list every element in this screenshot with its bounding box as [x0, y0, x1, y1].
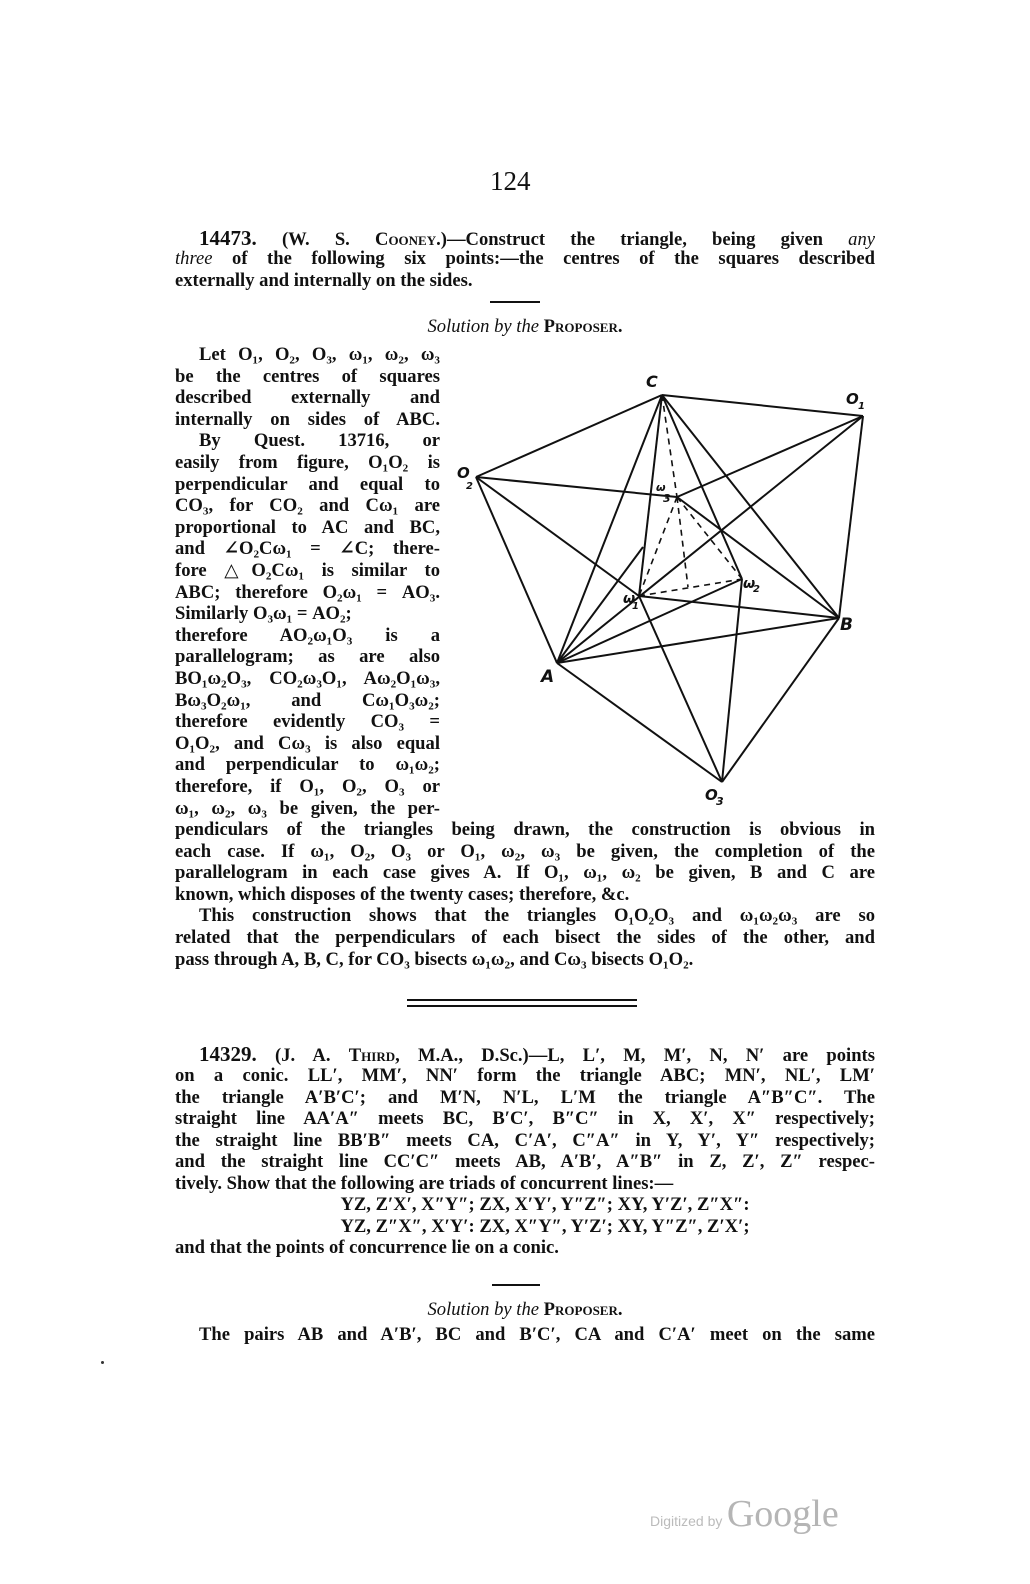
double-divider-top [407, 999, 637, 1001]
emphasis: three [175, 248, 213, 269]
author-open: (W. S. [281, 229, 376, 250]
scan-speck [101, 1361, 104, 1364]
solution-line: This construction shows that the triangles O₁O₂O₃ and ω₁ω₂ω₃ are so [199, 905, 875, 927]
solution-label: Solution by the [427, 316, 540, 337]
solution-line: internally on sides of ABC. [175, 408, 440, 430]
problem-text: , M.A., D.Sc.)—L, L′, M, M′, N, N′ are points [395, 1045, 875, 1066]
label-w3-sub: 3 [663, 492, 671, 505]
triad-line: YZ, Z″X″, X′Y′: ZX, X″Y″, Y′Z′; XY, Y″Z″, Z′X′; [340, 1216, 750, 1237]
solution-line: be the centres of squares [175, 365, 440, 387]
author-name: Third [348, 1045, 396, 1066]
line-O2-w1 [476, 477, 639, 596]
solution-line: proportional to AC and BC, [175, 516, 440, 538]
label-w2: ω [743, 576, 756, 592]
solution-line: therefore AO₂ω₁O₃ is a [175, 624, 440, 646]
label-w1: ω [623, 591, 636, 607]
problem-line: the straight line BB′B″ meets CA, C′A′, C″A″ in Y, Y′, Y″ respectively; [175, 1129, 875, 1151]
solution-line: and perpendicular to ω₁ω₂; [175, 754, 440, 776]
label-O2-sub: 2 [466, 481, 473, 492]
problem-line: and that the points of concurrence lie on a conic. [175, 1237, 559, 1258]
problem-14329-header [175, 1043, 875, 1065]
google-logo: Google [726, 1493, 839, 1535]
problem-text: .)—Construct the triangle, being given [436, 229, 849, 250]
solution-line: Similarly O₃ω₁ = AO₂; [175, 603, 352, 625]
solution-line: parallelogram; as are also [175, 646, 440, 668]
solution-line: CO₃, for CO₂ and Cω₁ are [175, 495, 440, 517]
solution-line: related that the perpendiculars of each bisect the sides of the other, and [175, 927, 875, 948]
triad-line: YZ, Z′X′, X″Y″; ZX, X′Y′, Y″Z″; XY, Y′Z′, Z″X″: [340, 1194, 750, 1215]
solution-line: The pairs AB and A′B′, BC and B′C′, CA and C′A′ meet on the same [199, 1324, 875, 1345]
line-O1-B [839, 416, 863, 618]
solution-line: pass through A, B, C, for CO₃ bisects ω₁ω₂, and Cω₃ bisects O₁O₂. [175, 948, 694, 970]
dashed-w1-w2 [639, 579, 742, 596]
label-w1-sub: 1 [632, 601, 639, 612]
label-A: A [541, 667, 555, 687]
label-O1: O [846, 390, 859, 408]
solution-line: perpendicular and equal to [175, 473, 440, 495]
problem-line: externally and internally on the sides. [175, 270, 473, 291]
double-divider-bottom [407, 1005, 637, 1007]
line-A-O3 [557, 663, 722, 782]
solution-line: O₁O₂, and Cω₃ is also equal [175, 732, 440, 754]
author-name: Cooney [375, 229, 437, 250]
solution-line: parallelogram in each case gives A. If O₁, ω₁, ω₂ be given, B and C are [175, 862, 875, 884]
label-O2: O [457, 464, 470, 482]
solution-line: BO₁ω₂O₃, CO₂ω₃O₁, Aω₂O₁ω₃, [175, 668, 440, 689]
label-O3: O [705, 786, 718, 804]
figure-lines [476, 395, 863, 782]
solution-author: Proposer. [543, 316, 623, 337]
line-A-B [557, 618, 839, 663]
solution-author: Proposer. [543, 1299, 623, 1320]
watermark-text: Digitized by [650, 1513, 723, 1529]
solution-line: ω₁, ω₂, ω₃ be given, the per- [175, 797, 440, 819]
google-watermark [650, 1492, 839, 1536]
label-w3: ω [656, 481, 666, 494]
line-A-O1 [557, 416, 863, 663]
line-w1-O3 [639, 596, 722, 782]
dashed-w3-mid [677, 497, 688, 587]
solution-line: Let O₁, O₂, O₃, ω₁, ω₂, ω₃ [199, 344, 440, 365]
line-w3-O1 [677, 416, 863, 497]
solution-label: Solution by the [427, 1299, 540, 1320]
solution-heading [175, 1299, 875, 1321]
solution-line: ABC; therefore O₂ω₁ = AO₃. [175, 581, 440, 603]
line-C-O1 [662, 395, 863, 416]
solution-line: known, which disposes of the twenty cases; therefore, &c. [175, 883, 630, 905]
solution-line: pendiculars of the triangles being drawn, the construction is obvious in [175, 819, 875, 840]
emphasis: any [848, 229, 875, 250]
solution-line: described externally and [175, 387, 440, 409]
problem-line: straight line AA′A″ meets BC, B′C′, B″C″ in X, X′, X″ respectively; [175, 1108, 875, 1130]
solution-line: By Quest. 13716, or [199, 430, 440, 452]
label-O1-sub: 1 [858, 401, 865, 412]
solution-line: therefore, if O₁, O₂, O₃ or [175, 776, 440, 797]
solution-line: fore △O₂Cω₁ is similar to [175, 560, 440, 581]
solution-line: easily from figure, O₁O₂ is [175, 452, 440, 473]
label-C: C [646, 372, 658, 391]
solution-line: therefore evidently CO₃ = [175, 711, 440, 733]
problem-line: on a conic. LL′, MM′, NN′ form the triangle ABC; MN′, NL′, LM′ [175, 1065, 875, 1086]
problem-line: tively. Show that the following are triads of concurrent lines:— [175, 1173, 674, 1194]
problem-text: of the following six points:—the centres of the squares described [212, 248, 875, 269]
problem-number: 14473. [199, 226, 257, 250]
problem-number: 14329. [199, 1042, 257, 1066]
divider [492, 1284, 540, 1286]
line-O2-A [476, 477, 557, 663]
page-number: 124 [490, 166, 531, 196]
solution-line: and ∠O₂Cω₁ = ∠C; there- [175, 538, 440, 560]
label-O3-sub: 3 [716, 795, 724, 808]
line-O2-w3 [476, 477, 677, 497]
problem-line: and the straight line CC′C″ meets AB, A′B′, A″B″ in Z, Z′, Z″ respec- [175, 1151, 875, 1173]
line-B-O3 [722, 618, 839, 782]
author-open: (J. A. [275, 1045, 349, 1066]
problem-line: the triangle A′B′C′; and M′N, N′L, L′M the triangle A″B″C″. The [175, 1086, 875, 1108]
solution-line: Bω₃O₂ω₁, and Cω₁O₃ω₂; [175, 689, 440, 711]
figure-labels [457, 372, 865, 808]
line-w2-O3 [722, 579, 742, 782]
label-w2-sub: 2 [753, 584, 760, 595]
solution-line: each case. If ω₁, O₂, O₃ or O₁, ω₂, ω₃ be given, the completion of the [175, 840, 875, 862]
label-B: B [840, 615, 853, 635]
